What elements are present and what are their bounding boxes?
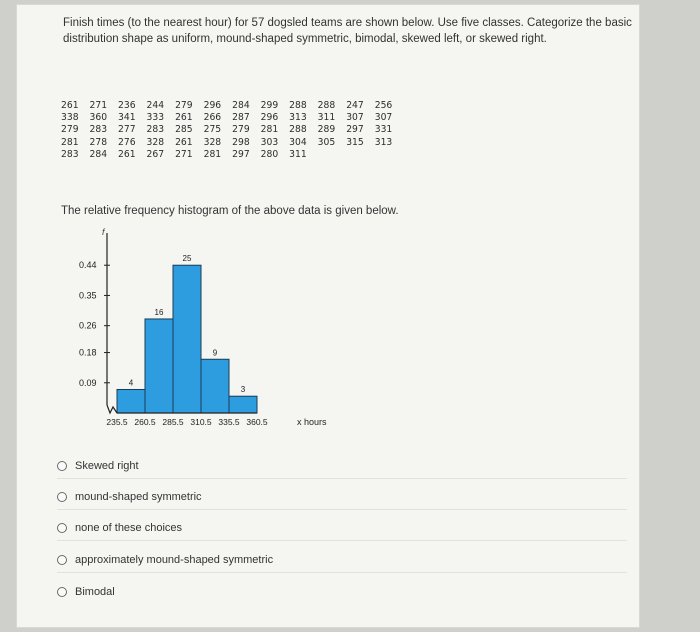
data-value: 276 (118, 136, 136, 148)
data-row (61, 124, 403, 136)
finish-times-data (61, 100, 403, 161)
data-value: 307 (374, 112, 393, 124)
data-value: 328 (146, 136, 165, 148)
data-value: 288 (289, 124, 307, 136)
data-value: 279 (61, 124, 79, 136)
data-value: 280 (260, 148, 279, 160)
y-tick-label: 0.18 (79, 347, 97, 358)
bar-label: 4 (128, 378, 134, 388)
data-value: 261 (118, 148, 136, 160)
data-value: 283 (89, 124, 108, 136)
data-value: 271 (89, 100, 108, 111)
data-value: 261 (175, 136, 193, 148)
axis-break-mark (107, 405, 117, 413)
data-value: 304 (289, 136, 307, 148)
histogram-caption: The relative frequency histogram of the above data is given below. (61, 205, 399, 217)
data-value: 261 (175, 112, 193, 124)
data-row (61, 149, 403, 161)
radio-button[interactable] (57, 523, 67, 533)
x-boundary-label: 335.5 (218, 417, 240, 427)
data-value: 289 (317, 124, 336, 136)
option-label: Skewed right (75, 460, 139, 472)
data-value: 297 (232, 148, 250, 160)
data-value: 313 (374, 136, 393, 148)
histogram-bar (173, 265, 201, 413)
data-value: 279 (232, 124, 250, 136)
data-value: 281 (203, 148, 222, 160)
option-none-of-these[interactable] (57, 519, 627, 541)
data-value: 247 (346, 100, 364, 111)
data-value: 281 (260, 124, 279, 136)
option-skewed-right[interactable] (57, 457, 627, 479)
data-value: 311 (289, 148, 307, 160)
data-value: 307 (346, 112, 364, 124)
data-value: 281 (61, 136, 79, 148)
option-label: approximately mound-shaped symmetric (75, 554, 274, 566)
bar-label: 16 (154, 307, 164, 317)
data-value: 288 (317, 100, 336, 111)
data-value: 303 (260, 136, 279, 148)
histogram-bars (117, 265, 257, 413)
relative-frequency-histogram (47, 225, 367, 445)
y-ticks (79, 260, 110, 388)
histogram-bar (229, 396, 257, 413)
data-value: 298 (232, 136, 250, 148)
y-axis-label: f (102, 227, 105, 237)
data-row (61, 112, 403, 124)
bar-label: 9 (212, 348, 218, 358)
data-value: 279 (175, 100, 193, 111)
radio-button[interactable] (57, 555, 67, 565)
data-value: 271 (175, 148, 193, 160)
y-tick-label: 0.26 (79, 320, 97, 331)
data-value: 288 (289, 100, 307, 111)
y-tick-label: 0.35 (79, 290, 97, 301)
radio-button[interactable] (57, 461, 67, 471)
data-value: 331 (374, 124, 393, 136)
data-value: 284 (89, 148, 108, 160)
bar-label: 25 (182, 254, 192, 264)
x-axis-unit-label: x hours (297, 417, 327, 427)
data-value: 266 (203, 112, 222, 124)
option-label: none of these choices (75, 522, 183, 534)
histogram-bar (117, 389, 145, 413)
option-approximately-mound-shaped[interactable] (57, 551, 627, 573)
bar-label: 3 (240, 385, 246, 395)
radio-button[interactable] (57, 492, 67, 502)
data-value: 297 (346, 124, 364, 136)
data-value: 296 (260, 112, 279, 124)
data-value: 311 (317, 112, 336, 124)
data-value: 244 (146, 100, 165, 111)
y-axis (102, 227, 107, 405)
histogram-bar (201, 359, 229, 413)
x-boundary-label: 260.5 (134, 417, 156, 427)
y-tick-label: 0.09 (79, 377, 97, 388)
data-value: 284 (232, 100, 250, 111)
histogram-bar (145, 319, 173, 413)
data-row (61, 137, 403, 149)
data-value: 287 (232, 112, 250, 124)
option-bimodal[interactable] (57, 583, 627, 604)
x-boundary-labels (106, 417, 268, 427)
data-value: 278 (89, 136, 108, 148)
data-value: 267 (146, 148, 165, 160)
data-value: 256 (374, 100, 393, 111)
data-value: 299 (260, 100, 279, 111)
data-value: 328 (203, 136, 222, 148)
data-value: 313 (289, 112, 307, 124)
data-value: 341 (118, 112, 136, 124)
data-value: 338 (61, 112, 79, 124)
x-boundary-label: 285.5 (162, 417, 184, 427)
data-value: 277 (118, 124, 136, 136)
data-value: 261 (61, 100, 79, 111)
data-value: 360 (89, 112, 108, 124)
data-row (61, 100, 403, 112)
data-value: 283 (61, 148, 79, 160)
data-value: 275 (203, 124, 222, 136)
x-boundary-label: 235.5 (106, 417, 128, 427)
y-tick-label: 0.44 (79, 260, 97, 271)
question-card (16, 4, 640, 628)
question-text: Finish times (to the nearest hour) for 57 dogsled teams are shown below. Use five classes. Categorize the basic distribution shape as uniform, mound-shaped symmetric, bimodal, skewed left, or skewed right. (63, 17, 632, 45)
data-value: 315 (346, 136, 364, 148)
data-value: 283 (146, 124, 165, 136)
option-label: mound-shaped symmetric (75, 491, 202, 503)
radio-button[interactable] (57, 587, 67, 597)
option-mound-shaped-symmetric[interactable] (57, 488, 627, 510)
x-boundary-label: 310.5 (190, 417, 212, 427)
option-label: Bimodal (75, 586, 115, 598)
data-value: 305 (317, 136, 336, 148)
data-value: 285 (175, 124, 193, 136)
data-value: 333 (146, 112, 165, 124)
x-boundary-label: 360.5 (246, 417, 268, 427)
data-value: 296 (203, 100, 222, 111)
data-value: 236 (118, 100, 136, 111)
